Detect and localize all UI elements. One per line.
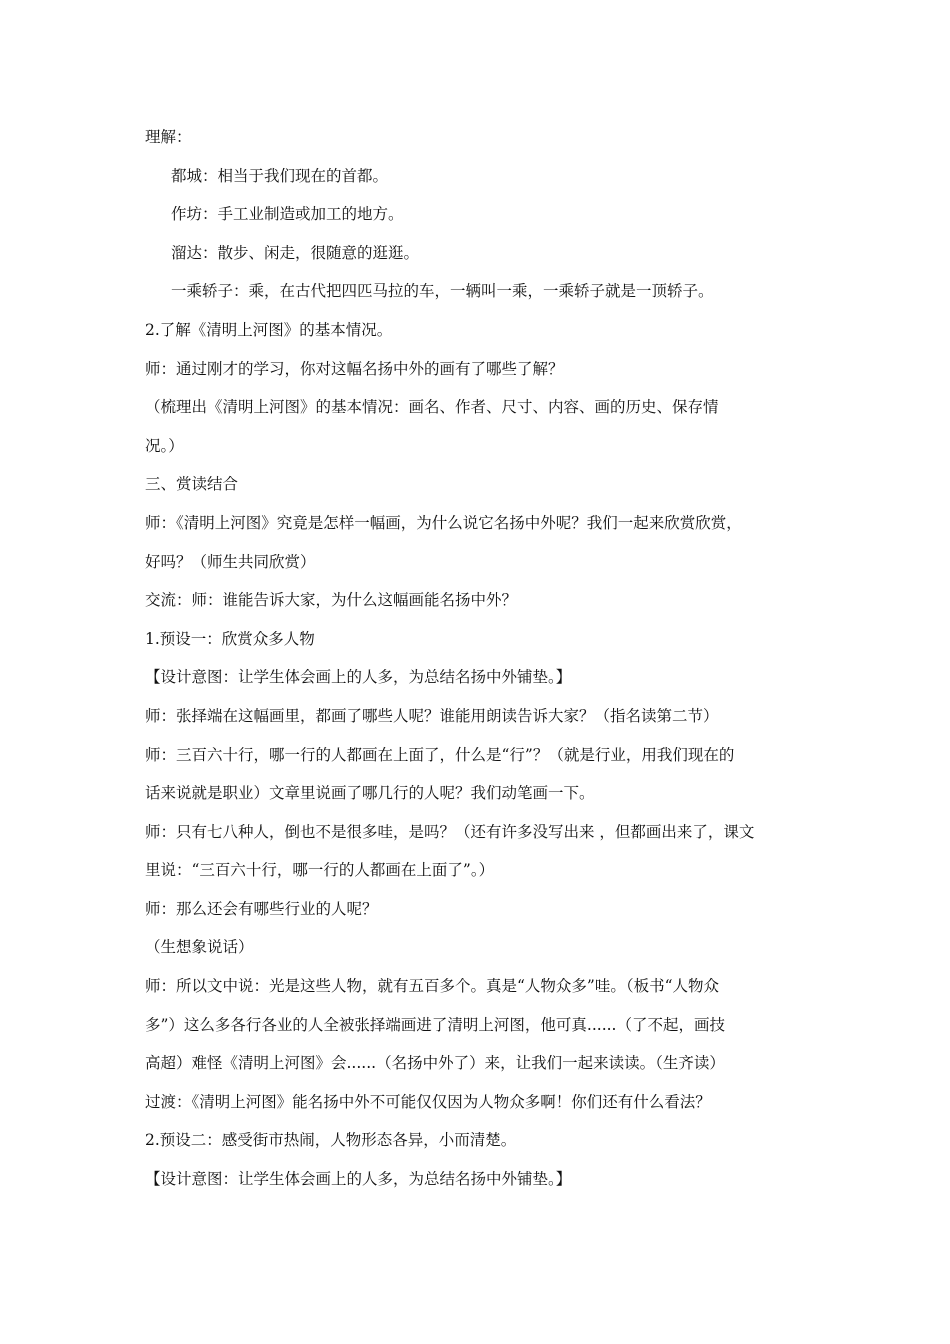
teacher-question: 师：通过刚才的学习，你对这幅名扬中外的画有了哪些了解？ [145,359,564,378]
teacher-paragraph-cont: 好吗？（师生共同欣赏） [145,552,316,571]
teacher-line: 师：那么还会有哪些行业的人呢？ [145,899,378,918]
design-intent-note: 【设计意图：让学生体会画上的人多，为总结名扬中外铺垫。】 [145,668,572,687]
teacher-paragraph: 师：三百六十行，哪一行的人都画在上面了，什么是“行”？（就是行业，用我们现在的 [145,745,735,764]
teacher-line: 师：张择端在这幅画里，都画了哪些人呢？谁能用朗读告诉大家？（指名读第二节） [145,706,719,725]
design-intent-note: 【设计意图：让学生体会画上的人多，为总结名扬中外铺垫。】 [145,1170,572,1189]
teacher-paragraph-cont: 话来说就是职业）文章里说画了哪几行的人呢？我们动笔画一下。 [145,784,595,803]
exchange-line: 交流：师：谁能告诉大家，为什么这幅画能名扬中外？ [145,591,518,610]
preset-two-heading: 2.预设二：感受街市热闹，人物形态各异，小而清楚。 [145,1131,517,1150]
preset-one-heading: 1.预设一：欣赏众多人物 [145,629,315,648]
teacher-paragraph-cont: 多”）这么多各行各业的人全被张择端画进了清明上河图，他可真......（了不起，画技 [145,1015,725,1034]
teacher-paragraph: 师：所以文中说：光是这些人物，就有五百多个。真是“人物众多”哇。（板书“人物众 [145,977,720,996]
teacher-paragraph-cont: 里说：“三百六十行，哪一行的人都画在上面了”。） [145,861,495,880]
definition-zuofang: 作坊：手工业制造或加工的地方。 [171,205,404,224]
document-page [145,125,811,1206]
summary-paragraph: （梳理出《清明上河图》的基本情况：画名、作者、尺寸、内容、画的历史、保存情 [145,398,719,417]
teacher-paragraph-cont: 高超）难怪《清明上河图》会......（名扬中外了）来，让我们一起来读读。（生齐读） [145,1054,725,1073]
section-heading-basic-info: 2.了解《清明上河图》的基本情况。 [145,320,393,339]
definition-yisheng-jiaozi: 一乘轿子：乘，在古代把四匹马拉的车，一辆叫一乘，一乘轿子就是一顶轿子。 [171,282,714,301]
section-heading-appreciation: 三、赏读结合 [145,475,239,494]
teacher-paragraph: 师：只有七八种人，倒也不是很多哇，是吗？（还有许多没写出来 ，但都画出来了，课文 [145,822,755,841]
teacher-paragraph: 师：《清明上河图》究竟是怎样一幅画，为什么说它名扬中外呢？我们一起来欣赏欣赏， [145,513,742,532]
definition-liuda: 溜达：散步、闲走，很随意的逛逛。 [171,243,420,262]
student-activity-line: （生想象说话） [145,938,254,957]
label-understanding: 理解： [145,128,192,146]
definition-ducheng: 都城：相当于我们现在的首都。 [171,166,389,185]
summary-paragraph-cont: 况。） [145,436,184,455]
transition-line: 过渡：《清明上河图》能名扬中外不可能仅仅因为人物众多啊！你们还有什么看法？ [145,1092,711,1111]
